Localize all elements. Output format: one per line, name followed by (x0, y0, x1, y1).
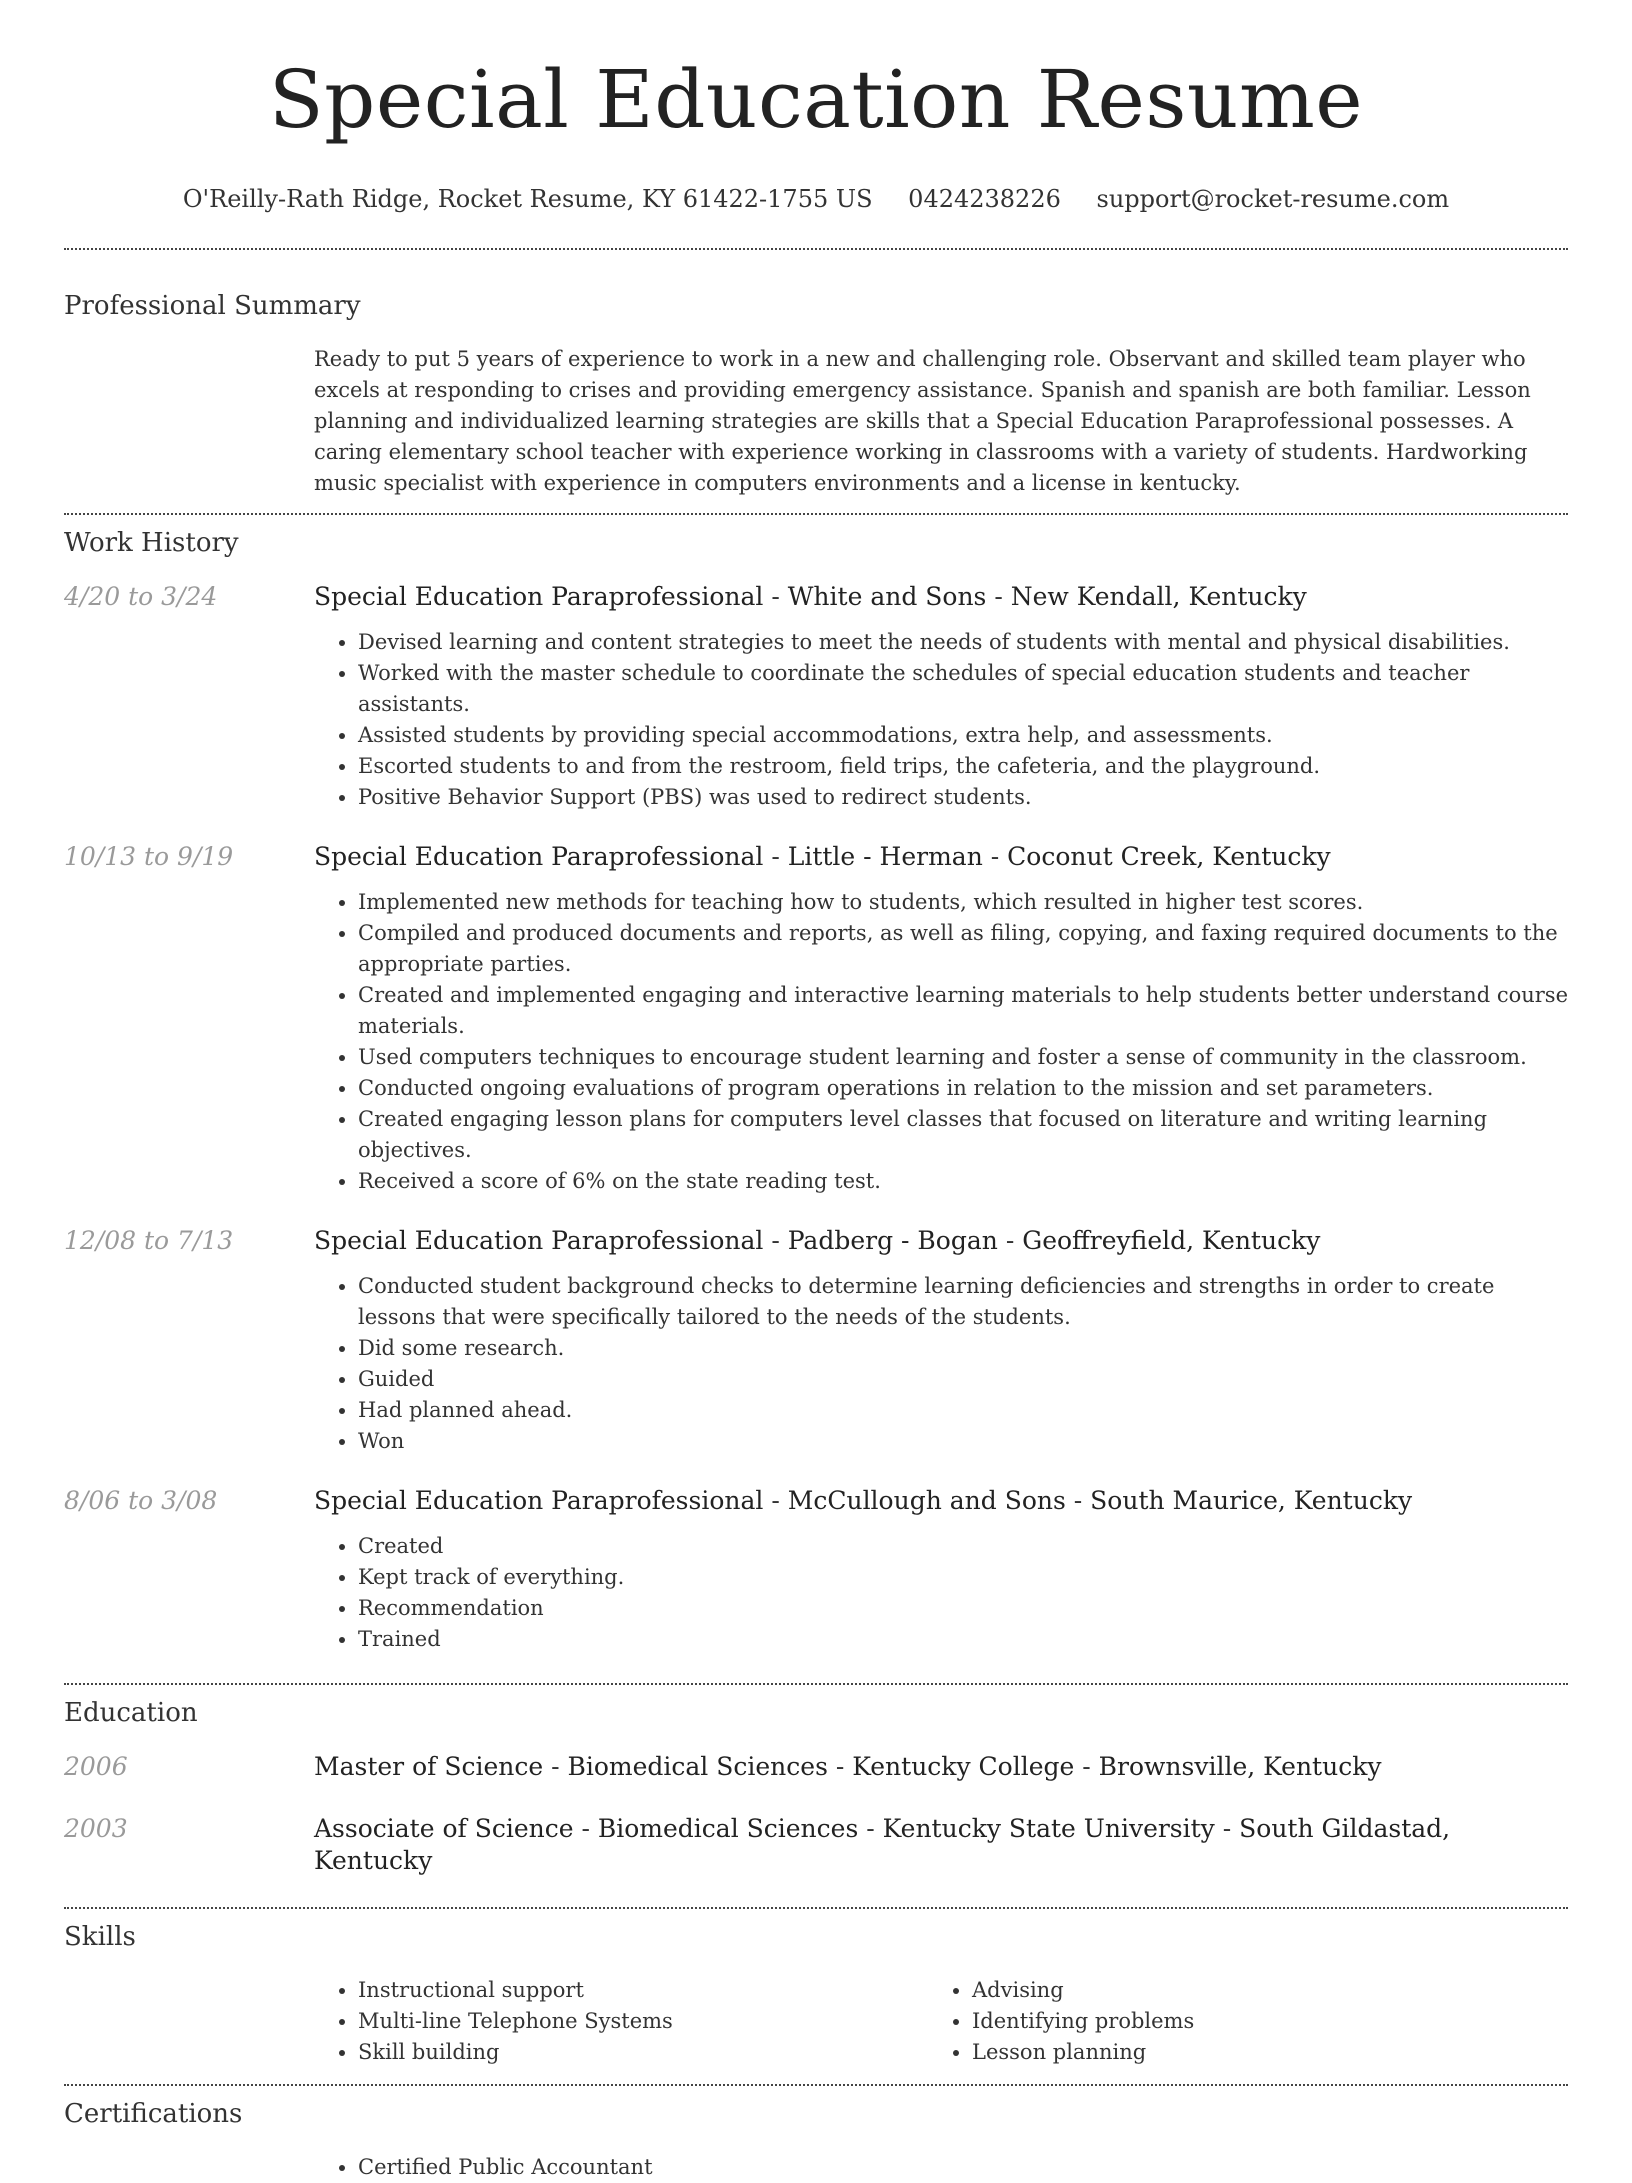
contact-address: O'Reilly-Rath Ridge, Rocket Resume, KY 61422-1755 US (182, 185, 873, 213)
job-dates: 12/08 to 7/13 (64, 1226, 234, 1255)
job-company: Padberg - Bogan (787, 1226, 998, 1255)
job-bullets (314, 1531, 1568, 1655)
certifications-section (64, 2098, 1568, 2183)
education-degree: Master of Science (314, 1752, 544, 1781)
job-bullet: • Conducted ongoing evaluations of program operations in relation to the mission and set parameters. (358, 1073, 1568, 1104)
separator: - (1074, 1752, 1099, 1781)
education-location: South Gildastad, Kentucky (314, 1814, 1451, 1875)
education-entry (64, 1751, 1568, 1783)
job-bullet: • Created and implemented engaging and interactive learning materials to help students better understand course materials. (358, 980, 1568, 1042)
job-bullet: • Positive Behavior Support (PBS) was used to redirect students. (358, 782, 1568, 813)
job-bullet: • Had planned ahead. (358, 1395, 1568, 1426)
job-body (314, 1485, 1568, 1655)
skills-left-list (314, 1975, 928, 2068)
separator: - (763, 842, 788, 871)
skill-item: • Lesson planning (972, 2037, 1542, 2068)
job-bullet: • Trained (358, 1624, 1568, 1655)
section-divider (64, 1907, 1568, 1909)
summary-heading: Professional Summary (64, 291, 361, 321)
education-heading: Education (64, 1698, 198, 1728)
skill-item: • Instructional support (358, 1975, 928, 2006)
education-location: Brownsville, Kentucky (1098, 1752, 1382, 1781)
skill-item: • Identifying problems (972, 2006, 1542, 2037)
separator: - (763, 1486, 788, 1515)
summary-section (64, 290, 1568, 513)
work-heading: Work History (64, 528, 239, 558)
section-divider (64, 1683, 1568, 1685)
job-bullet: • Worked with the master schedule to coordinate the schedules of special education students and teacher assistants. (358, 658, 1568, 720)
separator: - (763, 1226, 788, 1255)
job-title: Special Education Paraprofessional (314, 1226, 764, 1255)
job-bullet: • Received a score of 6% on the state reading test. (358, 1166, 1568, 1197)
job-bullet: • Kept track of everything. (358, 1562, 1568, 1593)
job-title: Special Education Paraprofessional (314, 842, 764, 871)
job-company: White and Sons (787, 582, 987, 611)
certifications-wrap (314, 2152, 1568, 2183)
job-bullet: • Used computers techniques to encourage student learning and foster a sense of community in the classroom. (358, 1042, 1568, 1073)
summary-text: Ready to put 5 years of experience to work in a new and challenging role. Observant and skilled team player who excels at responding to crises and providing emergency assistance. Spanish and spanish are both familiar. Lesson planning and individualized learning strategies are skills that a Special Education Paraprofessional possesses. A caring elementary school teacher with experience working in classrooms with a variety of students. Hardworking music specialist with experience in computers environments and a license in kentucky. (314, 347, 1531, 495)
job-bullets (314, 627, 1568, 813)
job-title-line (314, 841, 1568, 873)
job-entry (64, 841, 1568, 1197)
certifications-list (314, 2152, 1568, 2183)
skills-heading: Skills (64, 1922, 136, 1952)
section-divider (64, 248, 1568, 250)
job-title-line (314, 581, 1568, 613)
job-bullet: • Conducted student background checks to determine learning deficiencies and strengths in order to create lessons that were specifically tailored to the needs of the students. (358, 1271, 1568, 1333)
separator: - (1214, 1814, 1240, 1843)
job-location: South Maurice, Kentucky (1090, 1486, 1413, 1515)
separator: - (997, 1226, 1023, 1255)
job-title-line (314, 1485, 1568, 1517)
education-school: Kentucky College (852, 1752, 1075, 1781)
education-field: Biomedical Sciences (597, 1814, 859, 1843)
job-bullets (314, 887, 1568, 1197)
work-section (64, 527, 1568, 1655)
job-location: New Kendall, Kentucky (1010, 582, 1307, 611)
job-title: Special Education Paraprofessional (314, 1486, 764, 1515)
education-title-line (314, 1751, 1381, 1783)
job-company: McCullough and Sons (787, 1486, 1066, 1515)
skill-item: • Advising (972, 1975, 1542, 2006)
job-dates: 8/06 to 3/08 (64, 1486, 218, 1515)
job-body (314, 841, 1568, 1197)
section-divider (64, 2084, 1568, 2086)
job-bullet: • Did some research. (358, 1333, 1568, 1364)
education-year: 2003 (64, 1814, 128, 1843)
certification-item: • Certified Public Accountant (358, 2152, 1568, 2183)
section-divider (64, 513, 1568, 515)
job-bullet: • Devised learning and content strategies to meet the needs of students with mental and physical disabilities. (358, 627, 1568, 658)
job-bullet: • Escorted students to and from the restroom, field trips, the cafeteria, and the playground. (358, 751, 1568, 782)
skills-right-list (928, 1975, 1542, 2068)
education-list (64, 1751, 1568, 1877)
separator: - (573, 1814, 598, 1843)
job-body (314, 581, 1568, 813)
job-bullet: • Recommendation (358, 1593, 1568, 1624)
job-entry (64, 1485, 1568, 1655)
education-entry (64, 1813, 1568, 1877)
education-title-line (314, 1813, 1568, 1877)
job-dates: 4/20 to 3/24 (64, 582, 218, 611)
separator: - (986, 582, 1011, 611)
education-degree: Associate of Science (314, 1814, 574, 1843)
job-bullet: • Won (358, 1426, 1568, 1457)
contact-line (64, 184, 1568, 214)
job-bullets (314, 1271, 1568, 1457)
contact-phone: 0424238226 (908, 185, 1061, 213)
education-year: 2006 (64, 1752, 128, 1781)
separator: - (763, 582, 788, 611)
job-bullet: • Compiled and produced documents and reports, as well as filing, copying, and faxing required documents to the appropriate parties. (358, 918, 1568, 980)
job-bullet: • Guided (358, 1364, 1568, 1395)
job-body (314, 1225, 1568, 1457)
contact-email: support@rocket-resume.com (1096, 185, 1450, 213)
job-list (64, 581, 1568, 1655)
skills-section (64, 1921, 1568, 2084)
job-bullet: • Assisted students by providing special accommodations, extra help, and assessments. (358, 720, 1568, 751)
job-company: Little - Herman (787, 842, 983, 871)
job-location: Coconut Creek, Kentucky (1007, 842, 1331, 871)
job-entry (64, 1225, 1568, 1457)
skill-item: • Multi-line Telephone Systems (358, 2006, 928, 2037)
skill-item: • Skill building (358, 2037, 928, 2068)
job-bullet: • Created engaging lesson plans for computers level classes that focused on literature and writing learning objectives. (358, 1104, 1568, 1166)
education-school: Kentucky State University (882, 1814, 1215, 1843)
certifications-heading: Certifications (64, 2099, 243, 2129)
separator: - (1065, 1486, 1091, 1515)
separator: - (543, 1752, 568, 1781)
job-bullet: • Implemented new methods for teaching how to students, which resulted in higher test scores. (358, 887, 1568, 918)
separator: - (982, 842, 1008, 871)
separator: - (827, 1752, 853, 1781)
separator: - (858, 1814, 883, 1843)
education-section (64, 1697, 1568, 1877)
job-entry (64, 581, 1568, 813)
job-location: Geoffreyfield, Kentucky (1022, 1226, 1321, 1255)
skills-columns (314, 1975, 1568, 2068)
job-title: Special Education Paraprofessional (314, 582, 764, 611)
resume-title: Special Education Resume (268, 53, 1364, 146)
job-title-line (314, 1225, 1568, 1257)
job-bullet: • Created (358, 1531, 1568, 1562)
education-field: Biomedical Sciences (567, 1752, 828, 1781)
job-dates: 10/13 to 9/19 (64, 842, 234, 871)
